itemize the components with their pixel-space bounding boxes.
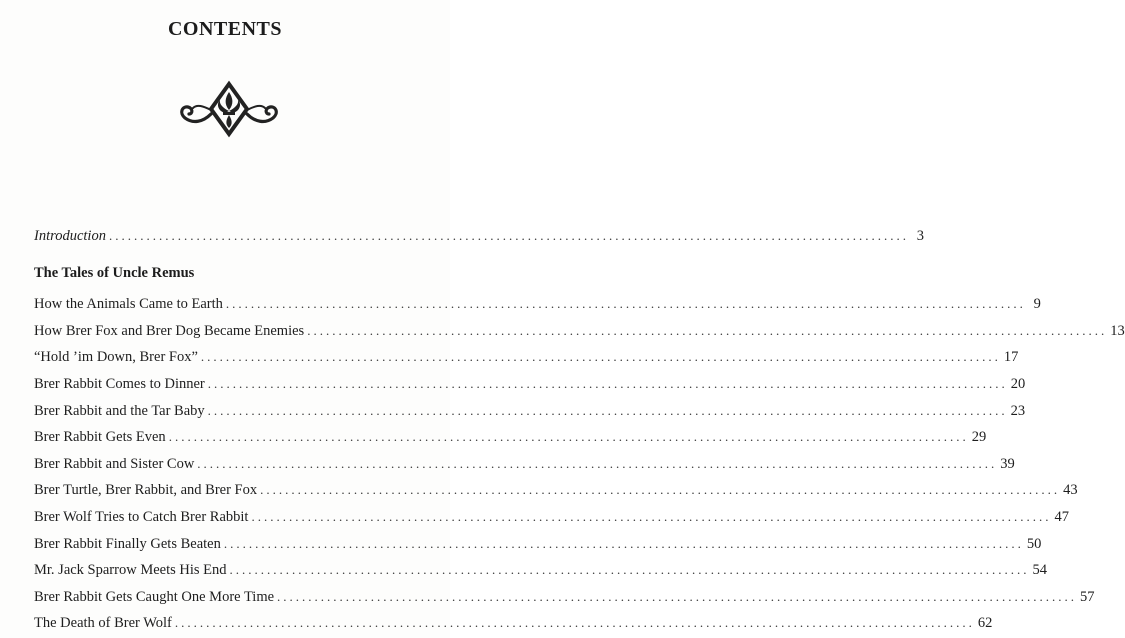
toc-entry-title: Brer Turtle, Brer Rabbit, and Brer Fox (34, 482, 258, 498)
toc-entry-title: Brer Wolf Tries to Catch Brer Rabbit (34, 509, 249, 525)
toc-entry-page: 43 (1063, 482, 1078, 498)
dot-leader: ................................................................................................................................ (207, 376, 1008, 391)
fleur-de-lis-ornament-icon (173, 80, 285, 138)
dot-leader: ................................................................................................................................ (251, 509, 1052, 524)
toc-entry[interactable] (34, 588, 1095, 606)
toc-entry-title: How the Animals Came to Earth (34, 296, 223, 312)
toc-entry-page: 29 (971, 429, 987, 445)
toc-entry-title: The Death of Brer Wolf (34, 615, 172, 631)
dot-leader: ................................................................................................................................ (200, 349, 1001, 364)
toc-entry-page: 9 (1033, 296, 1041, 312)
toc-entry-page: 17 (1003, 349, 1019, 365)
section-heading: The Tales of Uncle Remus (34, 265, 195, 281)
toc-entry-page: 54 (1032, 562, 1048, 578)
toc-entry[interactable] (34, 614, 993, 632)
dot-leader: ................................................................................................................................ (229, 562, 1030, 577)
dot-leader: ................................................................................................................................ (174, 615, 975, 630)
toc-entry-introduction[interactable] (34, 227, 924, 245)
toc-entry-page: 50 (1026, 536, 1042, 552)
toc-entry-title: “Hold ’im Down, Brer Fox” (34, 349, 198, 365)
toc-entry-title: Brer Rabbit Gets Caught One More Time (34, 589, 275, 605)
toc-entry-title: Brer Rabbit Finally Gets Beaten (34, 536, 221, 552)
toc-entry[interactable] (34, 535, 1042, 553)
dot-leader: ................................................................................................................................ (168, 429, 969, 444)
toc-entry-page: 62 (977, 615, 993, 631)
toc-entry-title: Brer Rabbit and Sister Cow (34, 456, 195, 472)
toc-entry-title: Introduction (34, 228, 106, 244)
toc-entry[interactable] (34, 428, 987, 446)
toc-entry[interactable] (34, 455, 1015, 473)
toc-entry[interactable] (34, 295, 1041, 313)
toc-entry[interactable] (34, 348, 1019, 366)
toc-entry-title: How Brer Fox and Brer Dog Became Enemies (34, 323, 305, 339)
toc-entry[interactable] (34, 322, 1125, 340)
toc-entry-page: 13 (1110, 323, 1125, 339)
toc-entry[interactable] (34, 481, 1078, 499)
toc-entry[interactable] (34, 561, 1048, 579)
toc-entry-page: 39 (1000, 456, 1015, 472)
page-title: CONTENTS (167, 18, 283, 40)
dot-leader: ................................................................................................................................ (277, 589, 1078, 604)
dot-leader: ................................................................................................................................ (197, 456, 998, 471)
toc-entry-title: Brer Rabbit Comes to Dinner (34, 376, 205, 392)
toc-entry-title: Brer Rabbit Gets Even (34, 429, 166, 445)
toc-entry[interactable] (34, 402, 1026, 420)
dot-leader: ................................................................................................................................ (225, 296, 1026, 311)
toc-entry-title: Brer Rabbit and the Tar Baby (34, 403, 205, 419)
dot-leader: ................................................................................................................................ (307, 323, 1108, 338)
toc-entry-page: 57 (1080, 589, 1095, 605)
toc-entry-page: 20 (1010, 376, 1026, 392)
toc-entry-page: 47 (1054, 509, 1069, 525)
toc-entry-title: Mr. Jack Sparrow Meets His End (34, 562, 227, 578)
dot-leader: ................................................................................................................................ (207, 403, 1008, 418)
toc-entry[interactable] (34, 375, 1026, 393)
dot-leader: ................................................................................................................................ (223, 536, 1024, 551)
dot-leader: ................................................................................................................................ (108, 228, 909, 243)
toc-entry-page: 3 (916, 228, 924, 244)
dot-leader: ................................................................................................................................ (260, 482, 1061, 497)
toc-entry[interactable] (34, 508, 1069, 526)
toc-entry-page: 23 (1010, 403, 1026, 419)
